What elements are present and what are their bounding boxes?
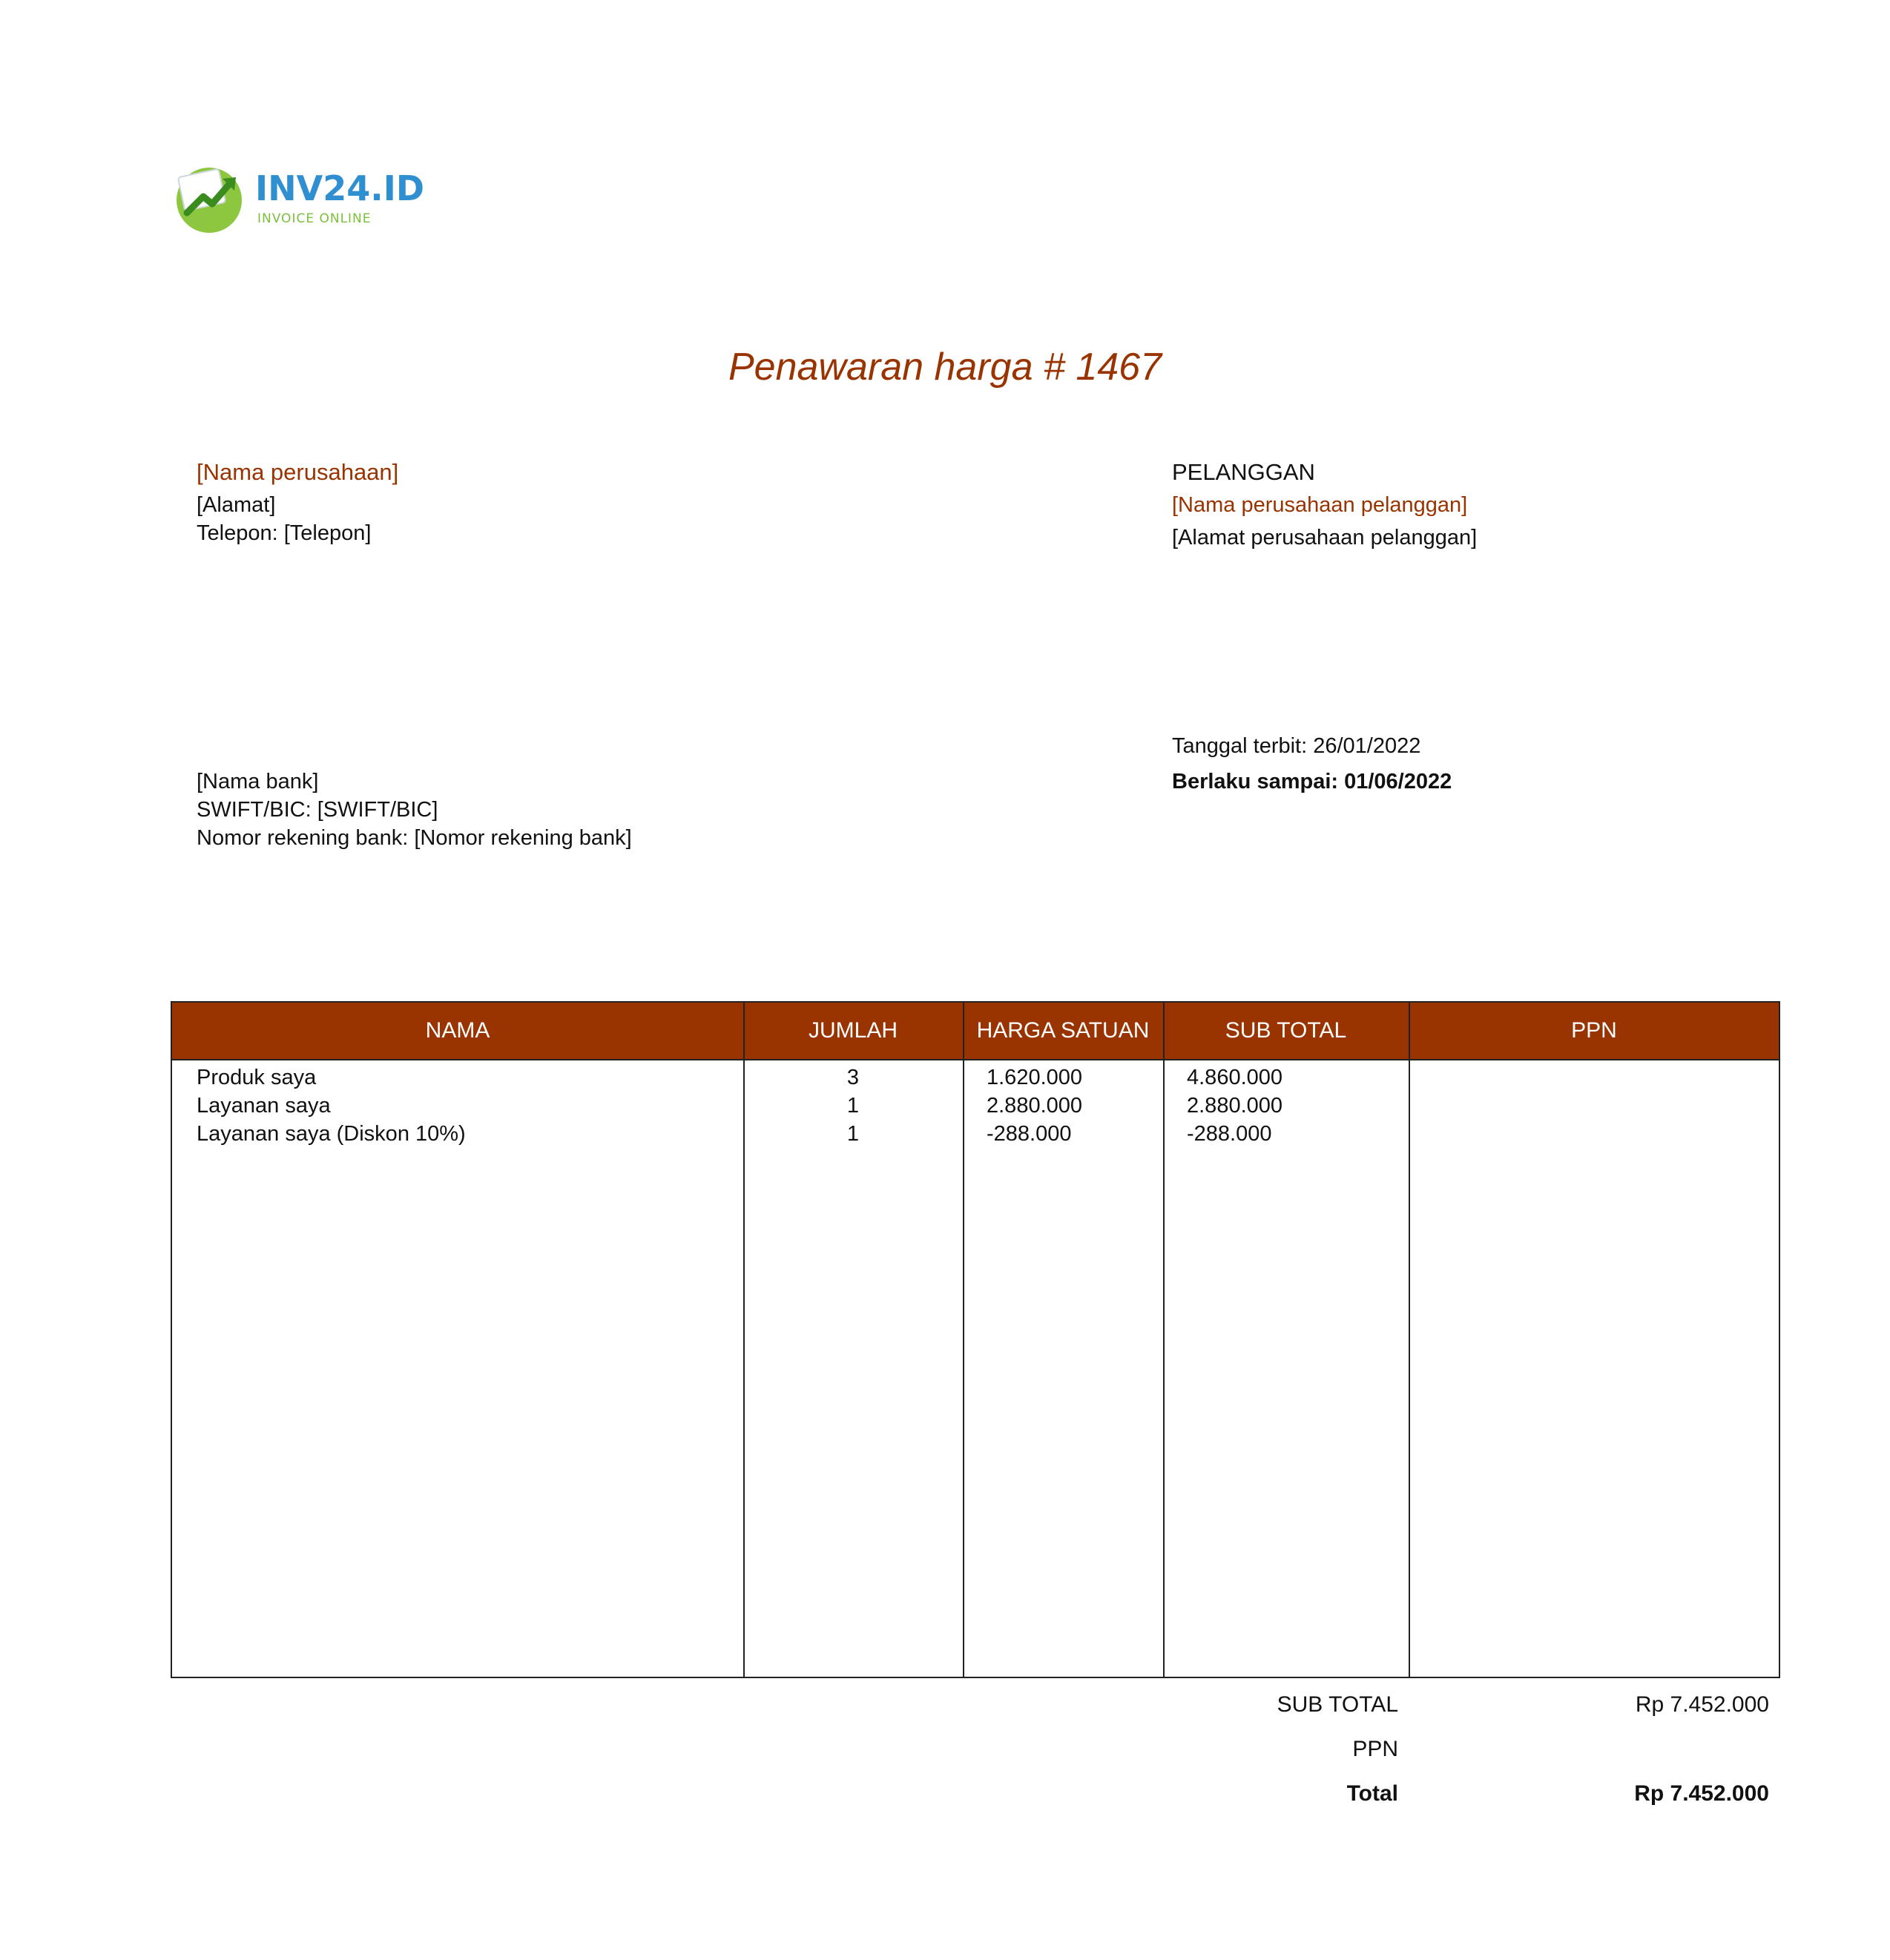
bank-name: [Nama bank] bbox=[197, 770, 319, 793]
header-harga-satuan: HARGA SATUAN bbox=[976, 1018, 1150, 1043]
header-sub-total: SUB TOTAL bbox=[1225, 1018, 1347, 1043]
bank-swift: SWIFT/BIC: [SWIFT/BIC] bbox=[197, 798, 438, 822]
subtotal-value: Rp 7.452.000 bbox=[1635, 1692, 1769, 1717]
row-2-qty: 1 bbox=[846, 1094, 860, 1118]
row-3-subtotal: -288.000 bbox=[1187, 1122, 1272, 1146]
tax-label: PPN bbox=[1352, 1737, 1398, 1761]
header-ppn: PPN bbox=[1571, 1018, 1617, 1043]
column-divider bbox=[963, 1003, 964, 1677]
customer-address: [Alamat perusahaan pelanggan] bbox=[1172, 526, 1478, 550]
items-table bbox=[171, 1001, 1780, 1678]
header-nama: NAMA bbox=[425, 1018, 490, 1043]
customer-name: [Nama perusahaan pelanggan] bbox=[1172, 493, 1468, 517]
header-divider bbox=[172, 1059, 1779, 1060]
logo-tagline: INVOICE ONLINE bbox=[257, 211, 372, 226]
row-2-name: Layanan saya bbox=[197, 1094, 331, 1118]
column-divider bbox=[1163, 1003, 1165, 1677]
row-2-price: 2.880.000 bbox=[987, 1094, 1083, 1118]
table-header bbox=[172, 1003, 1779, 1059]
row-3-qty: 1 bbox=[846, 1122, 860, 1146]
column-divider bbox=[1409, 1003, 1410, 1677]
row-3-price: -288.000 bbox=[987, 1122, 1072, 1146]
subtotal-label: SUB TOTAL bbox=[1277, 1692, 1398, 1717]
total-label: Total bbox=[1346, 1781, 1398, 1806]
row-3-name: Layanan saya (Diskon 10%) bbox=[197, 1122, 466, 1146]
row-1-name: Produk saya bbox=[197, 1066, 317, 1089]
row-1-qty: 3 bbox=[846, 1066, 860, 1089]
page-title: Penawaran harga # 1467 bbox=[728, 346, 1162, 389]
row-1-price: 1.620.000 bbox=[987, 1066, 1083, 1089]
bank-account: Nomor rekening bank: [Nomor rekening bank] bbox=[197, 826, 632, 850]
valid-until-date: Berlaku sampai: 01/06/2022 bbox=[1172, 770, 1452, 793]
header-jumlah: JUMLAH bbox=[808, 1018, 898, 1043]
customer-heading: PELANGGAN bbox=[1172, 459, 1315, 485]
company-logo bbox=[172, 159, 425, 234]
issue-date: Tanggal terbit: 26/01/2022 bbox=[1172, 734, 1421, 758]
logo-name: INV24.ID bbox=[255, 168, 425, 208]
logo-chart-icon bbox=[172, 159, 246, 234]
company-address: [Alamat] bbox=[197, 493, 276, 517]
row-2-subtotal: 2.880.000 bbox=[1187, 1094, 1283, 1118]
total-value: Rp 7.452.000 bbox=[1634, 1781, 1769, 1806]
company-phone: Telepon: [Telepon] bbox=[197, 521, 372, 545]
company-name: [Nama perusahaan] bbox=[197, 459, 399, 485]
row-1-subtotal: 4.860.000 bbox=[1187, 1066, 1283, 1089]
